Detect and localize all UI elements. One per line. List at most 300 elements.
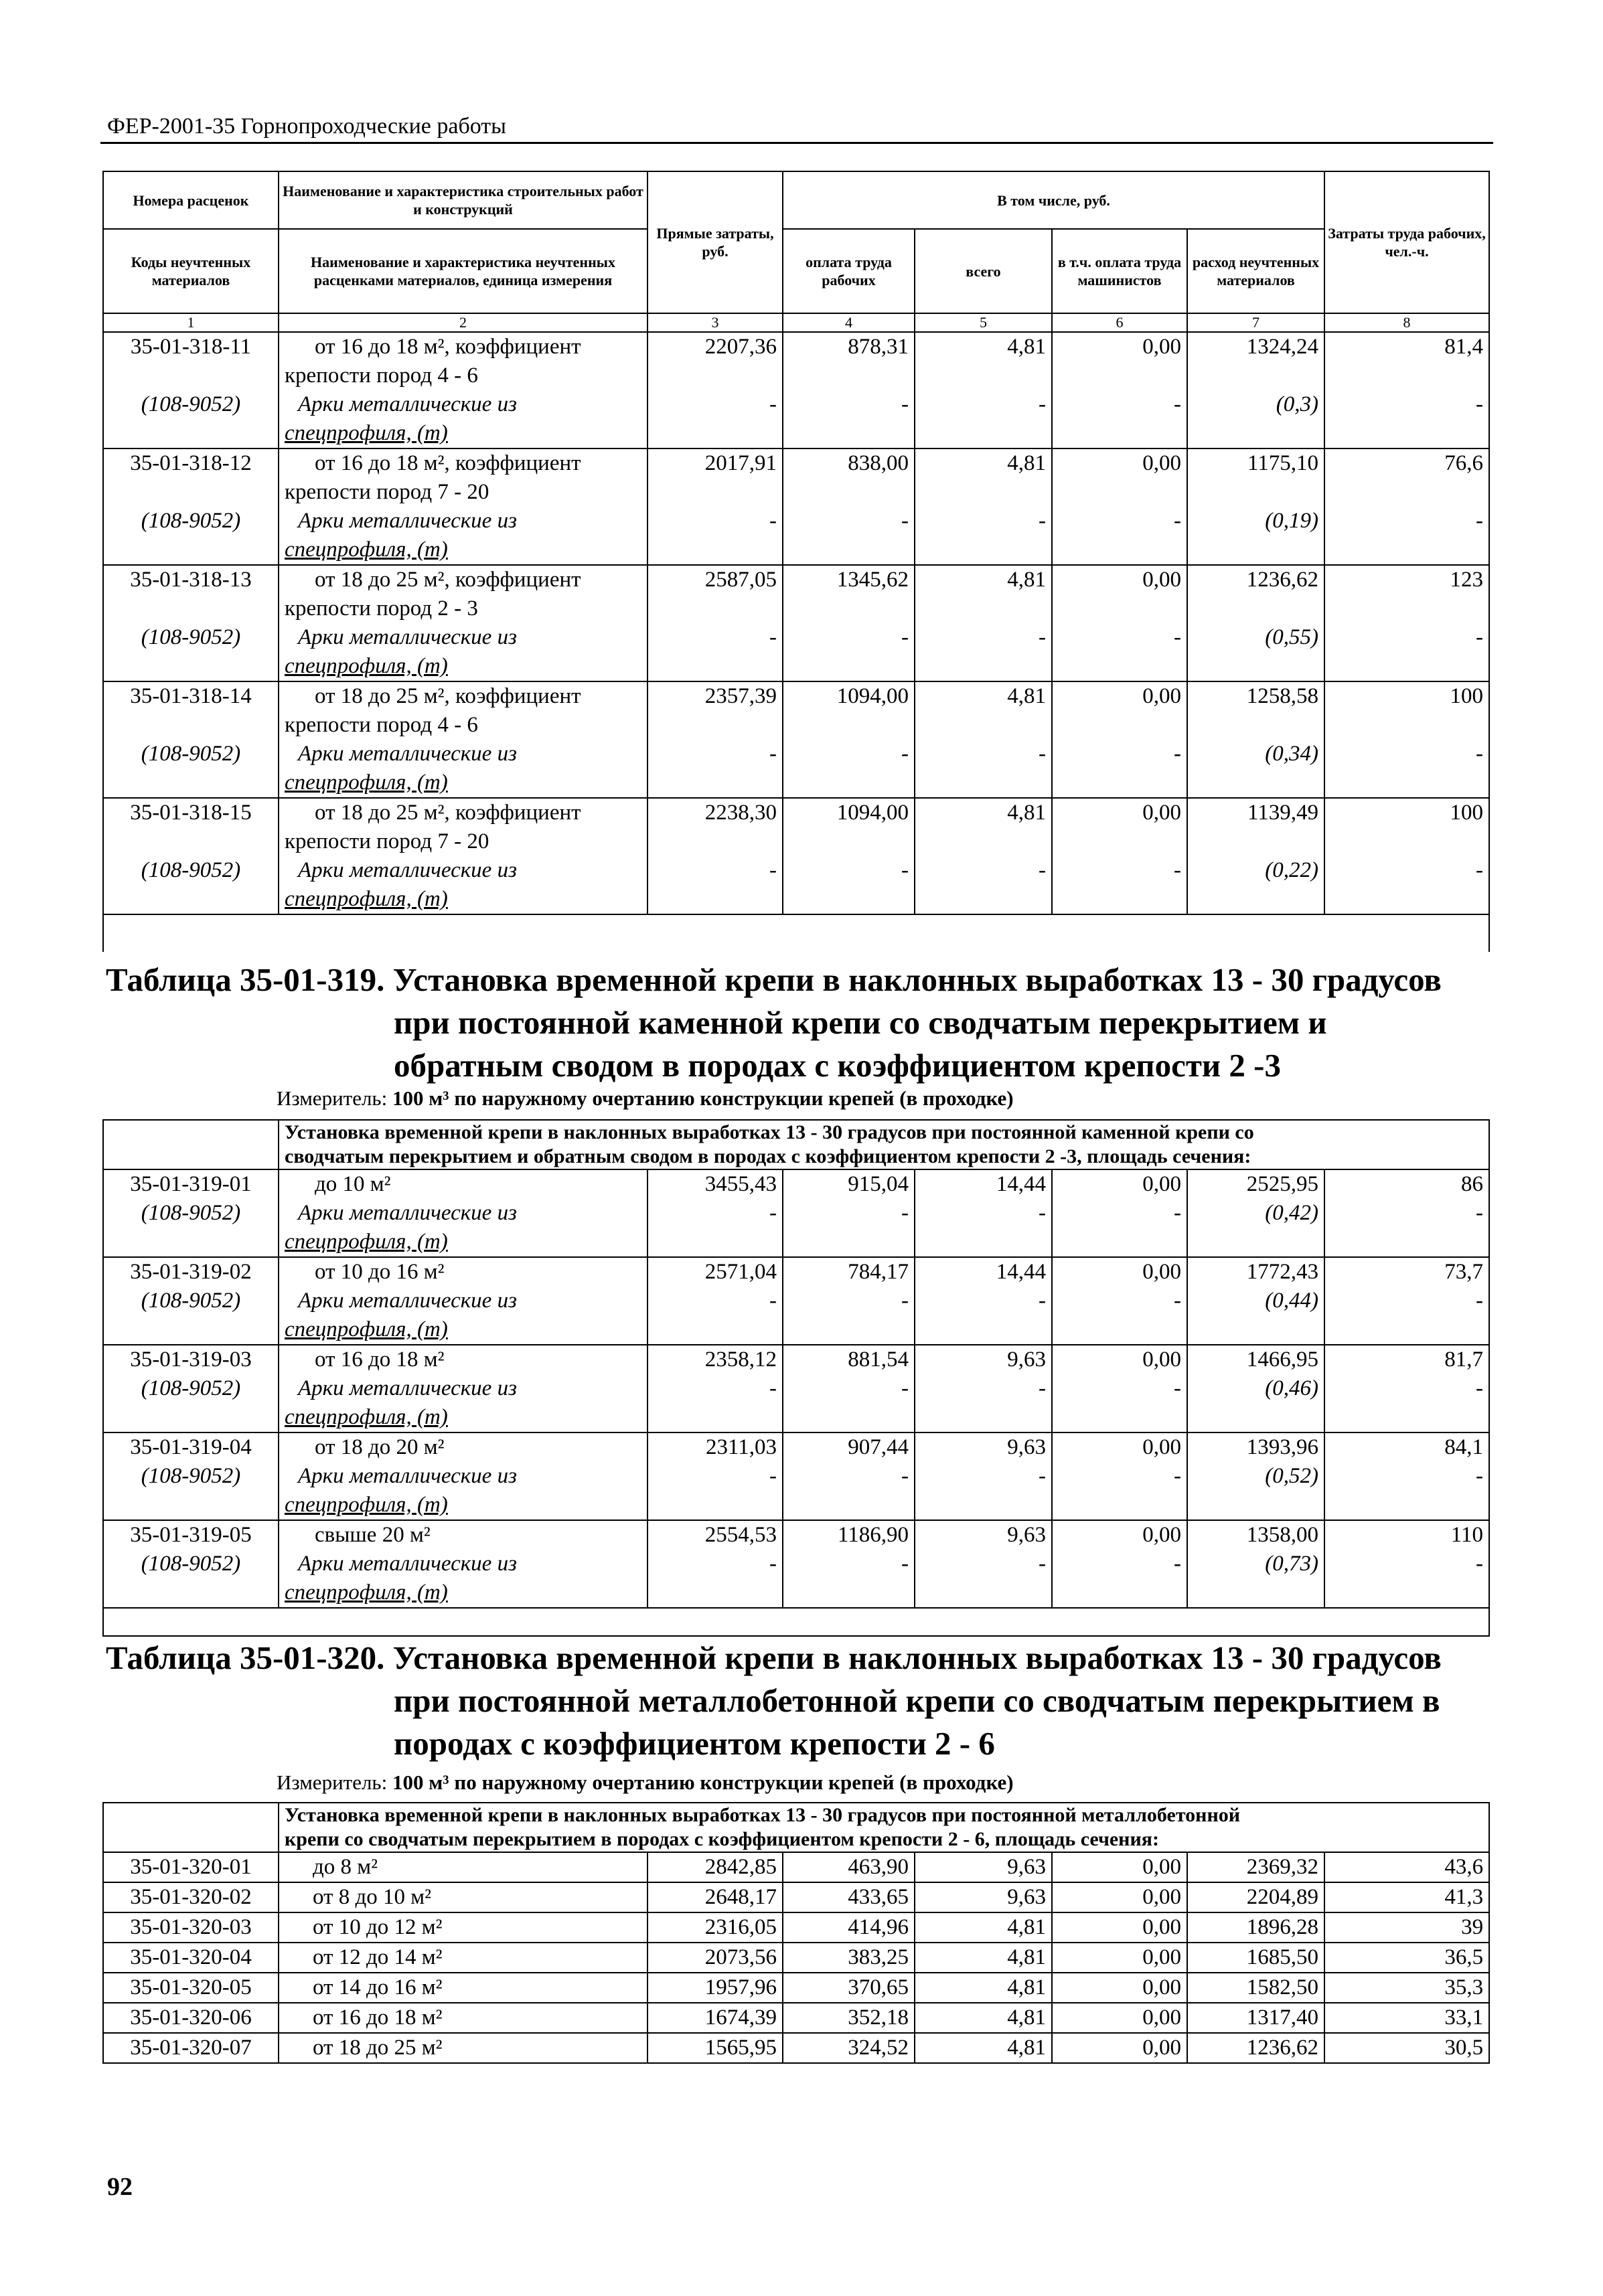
value-om: 0,00	[1052, 1257, 1187, 1287]
value-om: 0,00	[1052, 1345, 1187, 1374]
rate-code: 35-01-320-04	[103, 1943, 279, 1973]
material-mot: -	[783, 1550, 915, 1608]
material-mem: -	[915, 1550, 1052, 1608]
col-worker-pay-header: оплата труда рабочих	[783, 229, 915, 313]
col-direct-cost-header: Прямые затраты, руб.	[647, 171, 783, 313]
work-description: от 12 до 14 м²	[279, 1943, 647, 1973]
material-description	[279, 1550, 647, 1608]
value-pz: 2073,56	[647, 1943, 783, 1973]
work-description-line1: от 10 до 16 м²	[315, 1260, 445, 1284]
material-description-line1: Арки металлические из	[298, 1464, 517, 1488]
material-mpz: -	[647, 623, 783, 681]
table-320-subheading-line2: крепи со сводчатым перекрытием в породах с коэффициентом крепости 2 - 6, площадь сечения:	[285, 1828, 1159, 1850]
value-ot: 433,65	[783, 1882, 915, 1912]
rates-table-320	[102, 1802, 1490, 2064]
material-mpz: -	[647, 740, 783, 798]
work-description-line1: до 10 м²	[315, 1172, 391, 1196]
table-319-measure	[277, 1086, 1014, 1111]
material-code: (108-9052)	[103, 1462, 279, 1520]
material-mpz: -	[647, 1374, 783, 1432]
material-mpz: -	[647, 507, 783, 565]
value-em: 14,44	[915, 1257, 1052, 1287]
work-description-line1: от 18 до 25 м², коэффициент	[315, 568, 581, 592]
table-319-subheading	[279, 1120, 1489, 1169]
material-description-line2: спецпрофиля, (т)	[285, 1317, 448, 1341]
value-em: 9,63	[915, 1852, 1052, 1882]
material-code: (108-9052)	[103, 507, 279, 565]
value-em: 4,81	[915, 681, 1052, 740]
material-description	[279, 1287, 647, 1345]
value-ot: 1094,00	[783, 798, 915, 856]
col-rate-number-header: Номера расценок	[103, 171, 279, 229]
value-zt: 73,7	[1324, 1257, 1489, 1287]
material-description-line2: спецпрофиля, (т)	[285, 538, 448, 562]
table-320-title-line1: Таблица 35-01-320. Установка временной крепи в наклонных выработках 13 - 30 градусов	[106, 1639, 1442, 1676]
table-320-title	[106, 1637, 1492, 1765]
rate-code: 35-01-320-05	[103, 1973, 279, 2003]
value-ot: 463,90	[783, 1852, 915, 1882]
value-pz: 2842,85	[647, 1852, 783, 1882]
table-row	[103, 448, 1489, 507]
value-zt: 41,3	[1324, 1882, 1489, 1912]
material-mpz: -	[647, 1199, 783, 1257]
measure-label: Измеритель:	[277, 1771, 388, 1794]
material-mot: -	[783, 1462, 915, 1520]
material-quantity: (0,73)	[1187, 1550, 1324, 1608]
rate-code: 35-01-319-05	[103, 1520, 279, 1550]
page-number: 92	[107, 2173, 133, 2201]
table-row	[103, 1257, 1489, 1287]
table-row	[103, 332, 1489, 390]
material-mom: -	[1052, 1550, 1187, 1608]
material-mem: -	[915, 1462, 1052, 1520]
material-description-line2: спецпрофиля, (т)	[285, 1230, 448, 1254]
value-zt: 84,1	[1324, 1432, 1489, 1462]
value-ot: 1345,62	[783, 565, 915, 623]
material-description-line1: Арки металлические из	[298, 392, 517, 416]
value-pz: 2554,53	[647, 1520, 783, 1550]
material-labor: -	[1324, 1374, 1489, 1432]
work-description-line1: от 16 до 18 м²	[315, 1347, 445, 1372]
table-row	[103, 2033, 1489, 2063]
value-em: 4,81	[915, 448, 1052, 507]
value-mat: 1896,28	[1187, 1912, 1324, 1943]
material-mot: -	[783, 856, 915, 914]
material-description-line1: Арки металлические из	[298, 1289, 517, 1313]
col-labor-header: Затраты труда рабочих, чел.-ч.	[1324, 171, 1489, 313]
col-machines-total-header: всего	[915, 229, 1052, 313]
rate-code: 35-01-320-06	[103, 2003, 279, 2033]
value-mat: 1358,00	[1187, 1520, 1324, 1550]
header-rule	[100, 142, 1493, 144]
table-row	[103, 681, 1489, 740]
material-quantity: (0,42)	[1187, 1199, 1324, 1257]
col-index-7: 7	[1187, 313, 1324, 332]
work-description	[279, 1520, 647, 1550]
material-mem: -	[915, 390, 1052, 448]
value-pz: 2207,36	[647, 332, 783, 390]
material-code: (108-9052)	[103, 1550, 279, 1608]
value-mat: 1139,49	[1187, 798, 1324, 856]
material-mot: -	[783, 1287, 915, 1345]
table-row	[103, 1432, 1489, 1462]
material-mpz: -	[647, 1462, 783, 1520]
material-quantity: (0,46)	[1187, 1374, 1324, 1432]
value-zt: 33,1	[1324, 2003, 1489, 2033]
value-ot: 881,54	[783, 1345, 915, 1374]
work-description	[279, 1257, 647, 1287]
value-em: 9,63	[915, 1432, 1052, 1462]
rate-code: 35-01-318-14	[103, 681, 279, 740]
rate-code: 35-01-320-03	[103, 1912, 279, 1943]
table-319-subheading-line1: Установка временной крепи в наклонных выработках 13 - 30 градусов при постоянной каменной крепи со	[285, 1121, 1254, 1143]
value-ot: 915,04	[783, 1169, 915, 1199]
value-em: 4,81	[915, 1943, 1052, 1973]
work-description-line2: крепости пород 4 - 6	[285, 363, 478, 388]
value-om: 0,00	[1052, 1943, 1187, 1973]
material-row	[103, 623, 1489, 681]
work-description-line1: от 16 до 18 м², коэффициент	[315, 335, 581, 359]
value-pz: 2316,05	[647, 1912, 783, 1943]
work-description: от 18 до 25 м²	[279, 2033, 647, 2063]
material-code: (108-9052)	[103, 1374, 279, 1432]
rate-code: 35-01-318-11	[103, 332, 279, 390]
work-description	[279, 1169, 647, 1199]
rates-table-318	[102, 171, 1490, 952]
value-om: 0,00	[1052, 448, 1187, 507]
material-description	[279, 1199, 647, 1257]
col-index-8: 8	[1324, 313, 1489, 332]
material-description-line1: Арки металлические из	[298, 1552, 517, 1576]
material-mom: -	[1052, 390, 1187, 448]
work-description	[279, 681, 647, 740]
material-row	[103, 740, 1489, 798]
col-index-4: 4	[783, 313, 915, 332]
table-320-title-line3: породах с коэффициентом крепости 2 - 6	[394, 1725, 995, 1762]
rate-code: 35-01-320-02	[103, 1882, 279, 1912]
value-om: 0,00	[1052, 565, 1187, 623]
material-row	[103, 856, 1489, 914]
value-mat: 1324,24	[1187, 332, 1324, 390]
material-description	[279, 507, 647, 565]
value-mat: 1236,62	[1187, 565, 1324, 623]
value-ot: 352,18	[783, 2003, 915, 2033]
material-mot: -	[783, 507, 915, 565]
table-row	[103, 1973, 1489, 2003]
value-zt: 43,6	[1324, 1852, 1489, 1882]
work-description-line2: крепости пород 7 - 20	[285, 829, 489, 853]
value-zt: 35,3	[1324, 1973, 1489, 2003]
material-code: (108-9052)	[103, 1287, 279, 1345]
material-description-line1: Арки металлические из	[298, 625, 517, 649]
material-mpz: -	[647, 390, 783, 448]
material-mpz: -	[647, 1287, 783, 1345]
value-zt: 39	[1324, 1912, 1489, 1943]
material-description	[279, 390, 647, 448]
value-zt: 123	[1324, 565, 1489, 623]
material-labor: -	[1324, 390, 1489, 448]
material-quantity: (0,3)	[1187, 390, 1324, 448]
material-labor: -	[1324, 1199, 1489, 1257]
rate-code: 35-01-319-02	[103, 1257, 279, 1287]
table-row	[103, 565, 1489, 623]
running-header: ФЕР-2001-35 Горнопроходческие работы	[107, 114, 506, 139]
value-pz: 2311,03	[647, 1432, 783, 1462]
table-319-subheading-line2: сводчатым перекрытием и обратным сводом в породах с коэффициентом крепости 2 -3, площадь сечения:	[285, 1145, 1251, 1167]
material-description-line1: Арки металлические из	[298, 742, 517, 766]
work-description	[279, 1345, 647, 1374]
material-mem: -	[915, 1199, 1052, 1257]
value-zt: 100	[1324, 798, 1489, 856]
material-description-line2: спецпрофиля, (т)	[285, 1493, 448, 1517]
table-319-title-line1: Таблица 35-01-319. Установка временной крепи в наклонных выработках 13 - 30 градусов	[106, 961, 1442, 998]
value-mat: 1393,96	[1187, 1432, 1324, 1462]
table-row	[103, 1852, 1489, 1882]
material-row	[103, 1287, 1489, 1345]
value-ot: 907,44	[783, 1432, 915, 1462]
value-mat: 1175,10	[1187, 448, 1324, 507]
value-em: 9,63	[915, 1520, 1052, 1550]
material-mom: -	[1052, 1287, 1187, 1345]
work-description-line1: от 18 до 20 м²	[315, 1435, 445, 1459]
work-description: от 10 до 12 м²	[279, 1912, 647, 1943]
table-row	[103, 1345, 1489, 1374]
measure-label: Измеритель:	[277, 1086, 388, 1110]
col-work-name-header: Наименование и характеристика строительных работ и конструкций	[279, 171, 647, 229]
material-labor: -	[1324, 507, 1489, 565]
material-mpz: -	[647, 856, 783, 914]
material-mot: -	[783, 623, 915, 681]
value-em: 14,44	[915, 1169, 1052, 1199]
value-zt: 36,5	[1324, 1943, 1489, 1973]
table-319-title	[106, 959, 1492, 1087]
value-om: 0,00	[1052, 332, 1187, 390]
col-index-6: 6	[1052, 313, 1187, 332]
value-mat: 1466,95	[1187, 1345, 1324, 1374]
material-mpz: -	[647, 1550, 783, 1608]
material-mem: -	[915, 856, 1052, 914]
work-description	[279, 798, 647, 856]
work-description	[279, 448, 647, 507]
rate-code: 35-01-318-13	[103, 565, 279, 623]
value-pz: 2648,17	[647, 1882, 783, 1912]
material-row	[103, 1462, 1489, 1520]
work-description-line1: свыше 20 м²	[315, 1523, 431, 1547]
value-pz: 1565,95	[647, 2033, 783, 2063]
value-zt: 100	[1324, 681, 1489, 740]
table-row	[103, 1943, 1489, 1973]
value-mat: 2204,89	[1187, 1882, 1324, 1912]
rate-code: 35-01-318-12	[103, 448, 279, 507]
spacer-row	[103, 1608, 1489, 1636]
value-om: 0,00	[1052, 681, 1187, 740]
rate-code: 35-01-320-01	[103, 1852, 279, 1882]
material-row	[103, 1550, 1489, 1608]
table-319-title-line3: обратным сводом в породах с коэффициентом крепости 2 -3	[394, 1047, 1281, 1084]
rate-code: 35-01-319-01	[103, 1169, 279, 1199]
material-row	[103, 1374, 1489, 1432]
table-row	[103, 798, 1489, 856]
col-index-5: 5	[915, 313, 1052, 332]
value-om: 0,00	[1052, 1520, 1187, 1550]
material-mom: -	[1052, 623, 1187, 681]
work-description: до 8 м²	[279, 1852, 647, 1882]
work-description-line2: крепости пород 4 - 6	[285, 713, 478, 737]
value-zt: 76,6	[1324, 448, 1489, 507]
material-mem: -	[915, 1287, 1052, 1345]
col-machinist-pay-header: в т.ч. оплата труда машинистов	[1052, 229, 1187, 313]
work-description-line2: крепости пород 2 - 3	[285, 596, 478, 621]
value-ot: 383,25	[783, 1943, 915, 1973]
value-pz: 1674,39	[647, 2003, 783, 2033]
material-labor: -	[1324, 740, 1489, 798]
material-description-line2: спецпрофиля, (т)	[285, 421, 448, 445]
measure-text: 100 м³ по наружному очертанию конструкции крепей (в проходке)	[392, 1086, 1014, 1110]
table-row	[103, 1520, 1489, 1550]
measure-text: 100 м³ по наружному очертанию конструкции крепей (в проходке)	[392, 1771, 1014, 1794]
value-mat: 1258,58	[1187, 681, 1324, 740]
col-materials-header: расход неучтенных материалов	[1187, 229, 1324, 313]
rate-code: 35-01-319-04	[103, 1432, 279, 1462]
value-om: 0,00	[1052, 1973, 1187, 2003]
spacer-cell	[103, 1608, 1489, 1636]
material-description	[279, 740, 647, 798]
material-mem: -	[915, 1374, 1052, 1432]
material-quantity: (0,19)	[1187, 507, 1324, 565]
table-320-measure	[277, 1771, 1014, 1795]
material-row	[103, 507, 1489, 565]
value-om: 0,00	[1052, 1852, 1187, 1882]
value-ot: 414,96	[783, 1912, 915, 1943]
table-row	[103, 1169, 1489, 1199]
spacer-cell	[103, 914, 1489, 952]
material-code: (108-9052)	[103, 390, 279, 448]
material-labor: -	[1324, 856, 1489, 914]
value-pz: 1957,96	[647, 1973, 783, 2003]
rate-code: 35-01-318-15	[103, 798, 279, 856]
value-ot: 324,52	[783, 2033, 915, 2063]
value-om: 0,00	[1052, 2003, 1187, 2033]
material-mem: -	[915, 507, 1052, 565]
value-em: 4,81	[915, 565, 1052, 623]
material-mom: -	[1052, 740, 1187, 798]
work-description-line1: от 16 до 18 м², коэффициент	[315, 451, 581, 475]
value-em: 9,63	[915, 1882, 1052, 1912]
value-pz: 2587,05	[647, 565, 783, 623]
value-ot: 370,65	[783, 1973, 915, 2003]
material-mot: -	[783, 740, 915, 798]
work-description	[279, 1432, 647, 1462]
material-description	[279, 1374, 647, 1432]
value-mat: 1772,43	[1187, 1257, 1324, 1287]
material-description-line1: Арки металлические из	[298, 858, 517, 882]
table-319-title-line2: при постоянной каменной крепи со сводчатым перекрытием и	[394, 1004, 1327, 1041]
material-row	[103, 1199, 1489, 1257]
material-mem: -	[915, 623, 1052, 681]
table-row	[103, 2003, 1489, 2033]
table-320-title-line2: при постоянной металлобетонной крепи со сводчатым перекрытием в	[394, 1682, 1440, 1719]
material-description-line1: Арки металлические из	[298, 1376, 517, 1400]
value-om: 0,00	[1052, 1882, 1187, 1912]
value-zt: 86	[1324, 1169, 1489, 1199]
material-labor: -	[1324, 623, 1489, 681]
value-mat: 2369,32	[1187, 1852, 1324, 1882]
value-em: 4,81	[915, 332, 1052, 390]
material-description	[279, 1462, 647, 1520]
material-labor: -	[1324, 1550, 1489, 1608]
material-quantity: (0,44)	[1187, 1287, 1324, 1345]
value-ot: 1186,90	[783, 1520, 915, 1550]
value-pz: 3455,43	[647, 1169, 783, 1199]
material-row	[103, 390, 1489, 448]
value-em: 4,81	[915, 1973, 1052, 2003]
material-quantity: (0,52)	[1187, 1462, 1324, 1520]
table-row	[103, 1912, 1489, 1943]
material-description-line2: спецпрофиля, (т)	[285, 654, 448, 678]
value-em: 4,81	[915, 2003, 1052, 2033]
value-em: 4,81	[915, 798, 1052, 856]
material-mom: -	[1052, 1199, 1187, 1257]
value-pz: 2357,39	[647, 681, 783, 740]
value-om: 0,00	[1052, 1912, 1187, 1943]
work-description-line1: от 18 до 25 м², коэффициент	[315, 801, 581, 825]
material-description-line1: Арки металлические из	[298, 509, 517, 533]
value-em: 4,81	[915, 2033, 1052, 2063]
value-mat: 2525,95	[1187, 1169, 1324, 1199]
col-material-code-header: Коды неучтенных материалов	[103, 229, 279, 313]
value-mat: 1236,62	[1187, 2033, 1324, 2063]
material-labor: -	[1324, 1287, 1489, 1345]
work-description: от 8 до 10 м²	[279, 1882, 647, 1912]
work-description	[279, 565, 647, 623]
material-description-line1: Арки металлические из	[298, 1201, 517, 1225]
material-quantity: (0,55)	[1187, 623, 1324, 681]
material-description-line2: спецпрофиля, (т)	[285, 1405, 448, 1429]
material-description-line2: спецпрофиля, (т)	[285, 770, 448, 795]
table-320-subheading	[279, 1803, 1489, 1852]
value-zt: 110	[1324, 1520, 1489, 1550]
material-code: (108-9052)	[103, 1199, 279, 1257]
material-mom: -	[1052, 856, 1187, 914]
value-pz: 2017,91	[647, 448, 783, 507]
value-pz: 2238,30	[647, 798, 783, 856]
work-description-line2: крепости пород 7 - 20	[285, 480, 489, 504]
col-index-2: 2	[279, 313, 647, 332]
value-mat: 1685,50	[1187, 1943, 1324, 1973]
value-ot: 1094,00	[783, 681, 915, 740]
material-code: (108-9052)	[103, 623, 279, 681]
value-ot: 784,17	[783, 1257, 915, 1287]
work-description-line1: от 18 до 25 м², коэффициент	[315, 684, 581, 708]
value-zt: 81,7	[1324, 1345, 1489, 1374]
value-om: 0,00	[1052, 798, 1187, 856]
rate-code: 35-01-320-07	[103, 2033, 279, 2063]
material-code: (108-9052)	[103, 740, 279, 798]
value-ot: 878,31	[783, 332, 915, 390]
value-zt: 30,5	[1324, 2033, 1489, 2063]
col-index-1: 1	[103, 313, 279, 332]
work-description	[279, 332, 647, 390]
material-mom: -	[1052, 507, 1187, 565]
rates-table-319	[102, 1119, 1490, 1637]
material-description-line2: спецпрофиля, (т)	[285, 887, 448, 911]
col-index-3: 3	[647, 313, 783, 332]
material-code: (108-9052)	[103, 856, 279, 914]
value-ot: 838,00	[783, 448, 915, 507]
material-quantity: (0,34)	[1187, 740, 1324, 798]
material-mot: -	[783, 390, 915, 448]
table-320-subheading-line1: Установка временной крепи в наклонных выработках 13 - 30 градусов при постоянной металлобетонной	[285, 1804, 1241, 1826]
